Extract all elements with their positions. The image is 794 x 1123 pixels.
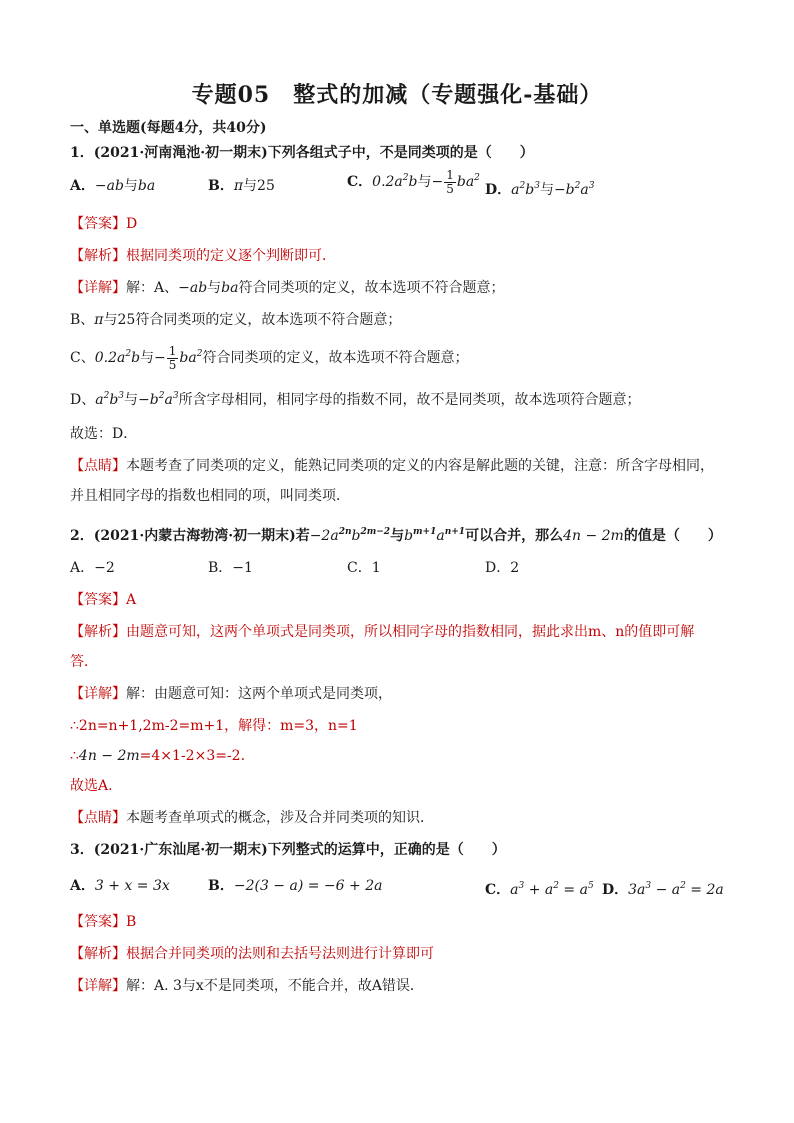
q1-detail-a: 【详解】解：A、−ab与ba符合同类项的定义，故本选项不符合题意； [70,280,505,296]
q2-option-b: B．−1 [208,560,253,576]
q2-comment: 【点睛】本题考查单项式的概念，涉及合并同类项的知识． [70,810,434,826]
page-title: 专题05 整式的加减（专题强化-基础） [191,82,603,108]
fraction: $\frac{1}{5}$ [446,167,454,196]
q1-option-d: D．$a^2b^3$与$-b^2a^3$ [485,181,595,198]
q3-analysis: 【解析】根据合并同类项的法则和去括号法则进行计算即可 [70,946,434,962]
q1-option-c: C．$0.2a^2b$与− $\frac{1}{5}$ $ba^2$ [347,167,480,196]
q2-option-a: A．−2 [70,560,115,576]
q1-answer: 【答案】D [70,216,138,232]
q2-choose: 故选A. [70,778,113,794]
q2-option-d: D．2 [485,560,520,576]
q1-analysis: 【解析】根据同类项的定义逐个判断即可． [70,248,336,264]
q3-option-c: C．$a^3 + a^2 = a^5$ [485,881,594,898]
q3-answer: 【答案】B [70,914,137,930]
q1-comment-2: 并且相同字母的指数也相同的项，叫同类项． [70,488,350,504]
q1-option-a: A．−ab与ba [70,178,156,194]
q3-option-b: B．−2(3 − a) = −6 + 2a [208,878,383,894]
q3-stem: 3．(2021·广东汕尾·初一期末)下列整式的运算中，正确的是（ ） [70,842,506,858]
q3-detail: 【详解】解：A. 3与x不是同类项，不能合并，故A错误． [70,978,424,994]
q2-detail-3: ∴4n − 2m=4×1-2×3=-2. [70,748,246,764]
q1-detail-b: B、π与25符合同类项的定义，故本选项不符合题意； [70,312,402,328]
q1-stem: 1．(2021·河南渑池·初一期末)下列各组式子中，不是同类项的是（ ） [70,145,534,161]
q1-detail-d: D、$a^2b^3$与$-b^2a^3$所含字母相同，相同字母的指数不同，故不是同类项，故本选项符合题意； [70,391,641,408]
q2-analysis-1: 【解析】由题意可知，这两个单项式是同类项，所以相同字母的指数相同，据此求出m、n的值即可解 [70,624,695,640]
q2-option-c: C．1 [347,560,381,576]
q2-detail-2: ∴2n=n+1,2m-2=m+1，解得：m=3，n=1 [70,718,358,734]
q2-answer: 【答案】A [70,592,137,608]
fraction: $\frac{1}{5}$ [168,343,177,372]
q1-choose: 故选：D． [70,426,138,442]
q1-comment-1: 【点睛】本题考查了同类项的定义，能熟记同类项的定义的内容是解此题的关键，注意：所含字母相同， [70,458,714,474]
q2-stem: 2．(2021·内蒙古海勃湾·初一期末)若$-2a^{2n}b^{2m-2}$与$b^{m+1}a^{n+1}$可以合并，那么4n − 2m的值是（ ） [70,527,722,544]
q1-option-b: B．π与25 [208,178,275,194]
q2-detail-1: 【详解】解：由题意可知：这两个单项式是同类项， [70,686,392,702]
section-heading: 一、单选题(每题4分，共40分) [70,120,267,136]
q3-option-d: D．$3a^3 - a^2 = 2a$ [602,881,724,898]
q3-option-a: A．3 + x = 3x [70,878,170,894]
q2-analysis-2: 答． [70,654,98,670]
q1-detail-c: C、$0.2a^2b$与− $\frac{1}{5}$ $ba^2$符合同类项的定义，故本选项不符合题意； [70,343,469,372]
